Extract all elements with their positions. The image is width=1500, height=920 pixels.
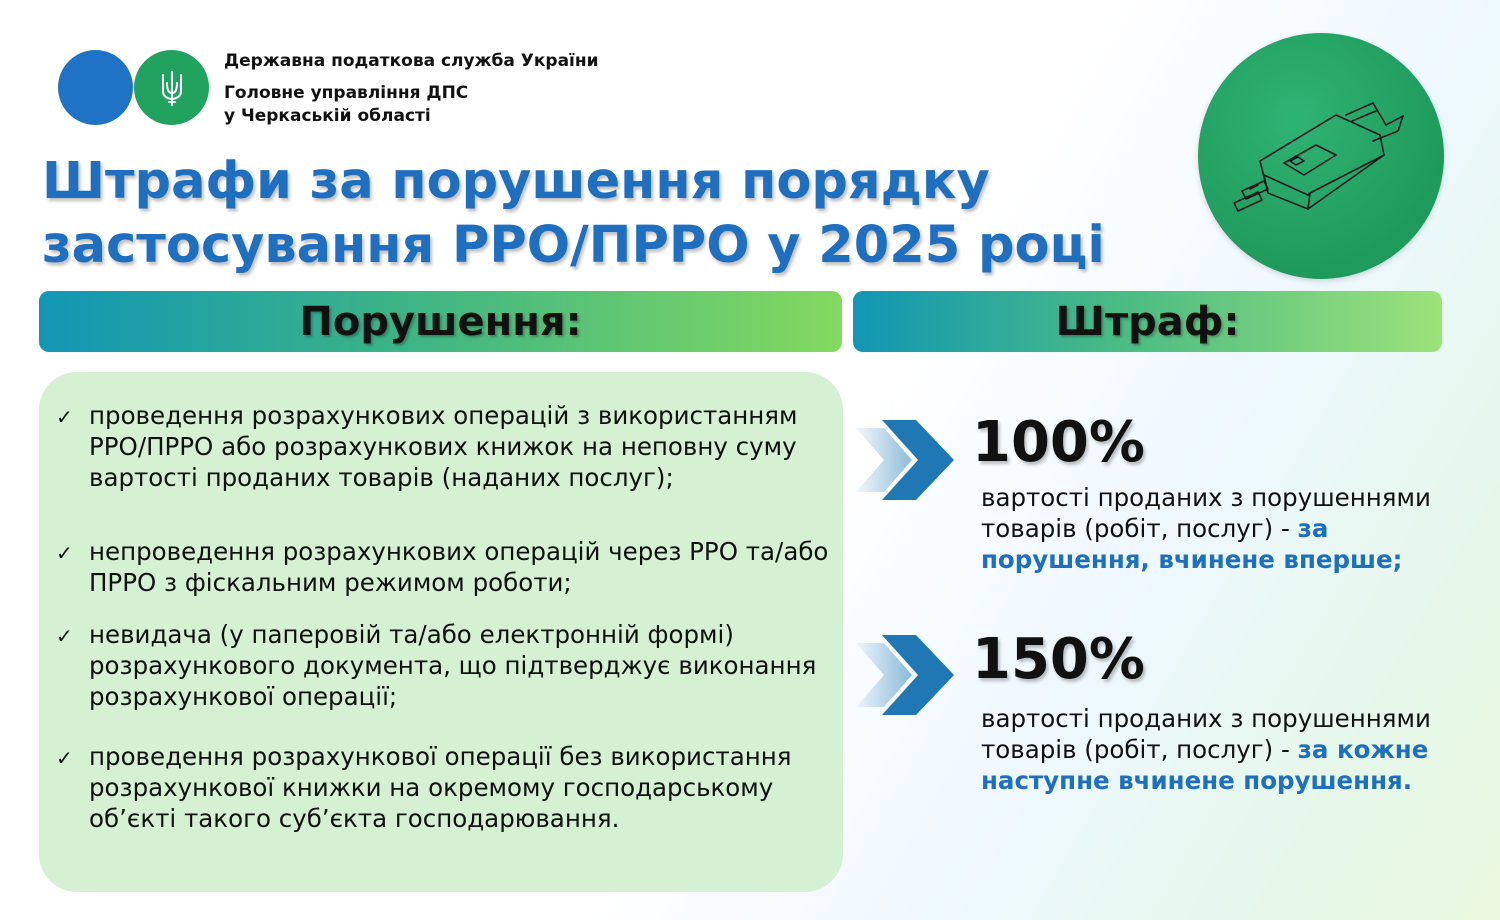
fine-text: вартості проданих з порушеннями товарів (робіт, послуг) -: [981, 483, 1431, 543]
violation-item-2: [56, 536, 849, 598]
check-icon: ✓: [56, 746, 73, 770]
check-icon: ✓: [56, 405, 73, 429]
violations-header: Порушення:: [39, 291, 842, 352]
fine-percent-1: 100%: [972, 410, 1146, 475]
logo-blue-circle: [58, 50, 133, 125]
org-department: Головне управління ДПС: [224, 83, 469, 103]
fine-description-2: [981, 703, 1441, 796]
logo-green-circle: [134, 50, 209, 125]
device-circle: [1198, 33, 1444, 279]
cash-register-terminal-icon: [1198, 33, 1444, 279]
violation-text: невидача (у паперовій та/або електронній формі) розрахункового документа, що підтверджує виконання розрахункової операції;: [89, 620, 817, 711]
check-icon: ✓: [56, 624, 73, 648]
title-line-2: застосування РРО/ПРРО у 2025 році: [42, 216, 1105, 275]
trident-icon: [159, 69, 185, 107]
violation-item-1: [56, 400, 849, 493]
violation-item-3: [56, 619, 849, 712]
fine-highlight: за порушення, вчинене вперше;: [981, 514, 1403, 574]
org-name: Державна податкова служба України: [224, 51, 599, 71]
page-title: [42, 150, 1105, 278]
violation-text: непроведення розрахункових операцій через РРО та/або ПРРО з фіскальним режимом роботи;: [89, 537, 829, 597]
fine-header: Штраф:: [853, 291, 1442, 352]
violation-text: проведення розрахункових операцій з використанням РРО/ПРРО або розрахункових книжок на неповну суму вартості проданих товарів (наданих послуг);: [89, 401, 798, 492]
title-line-1: Штрафи за порушення порядку: [42, 152, 990, 211]
fine-description-1: [981, 482, 1441, 575]
chevron-right-icon: [856, 635, 956, 715]
chevron-right-icon: [856, 420, 956, 500]
org-region: у Черкаській області: [224, 106, 431, 126]
check-icon: ✓: [56, 541, 73, 565]
fine-text: вартості проданих з порушеннями товарів (робіт, послуг) -: [981, 704, 1431, 764]
violation-text: проведення розрахункової операції без використання розрахункової книжки на окремому господарському об’єкті такого суб’єкта господарювання.: [89, 742, 792, 833]
violations-panel: [39, 372, 843, 892]
violation-item-4: [56, 741, 849, 834]
fine-highlight: за кожне наступне вчинене порушення.: [981, 735, 1429, 795]
fine-percent-2: 150%: [972, 627, 1146, 692]
